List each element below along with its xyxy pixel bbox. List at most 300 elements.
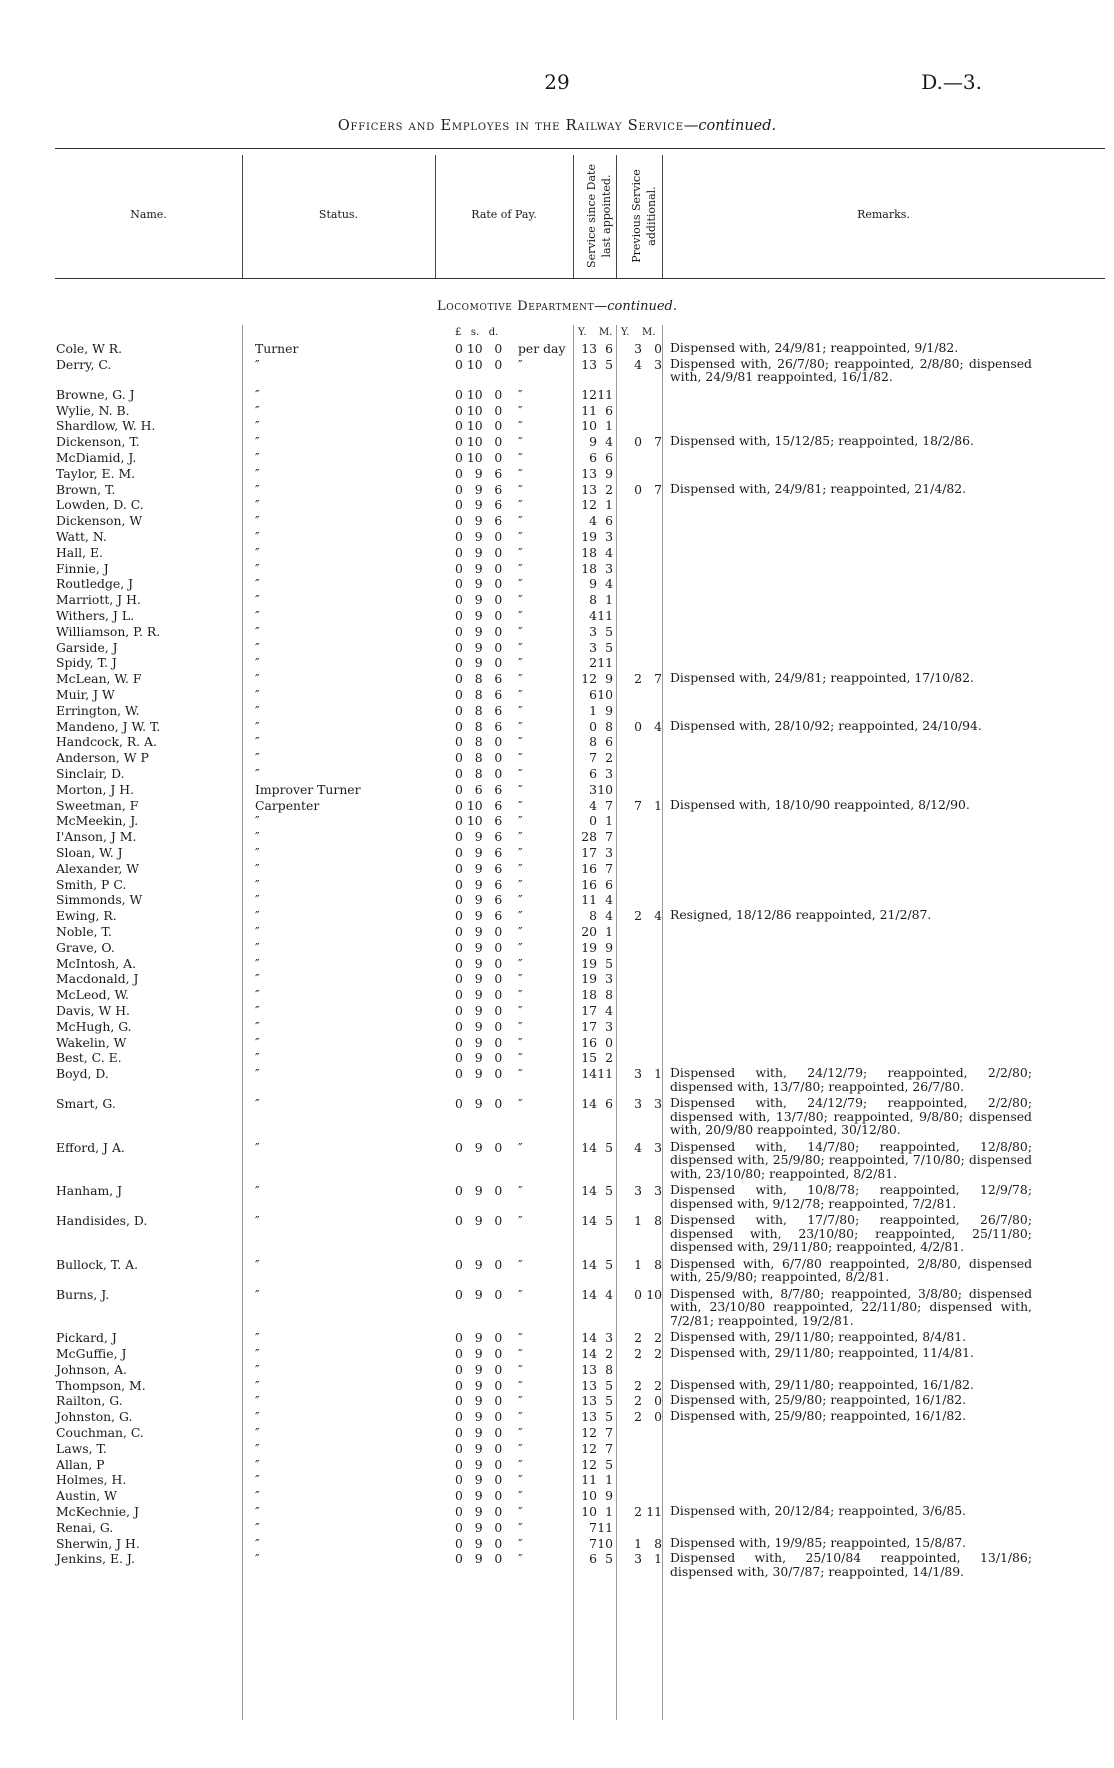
employee-status: ″	[255, 544, 260, 560]
employee-status: ″	[255, 1409, 260, 1425]
pay-unit: ″	[518, 924, 523, 939]
rate-of-pay: 0 9 0	[455, 1551, 503, 1567]
pay-unit: ″	[518, 639, 523, 655]
rate-of-pay: 0 9 0	[455, 1377, 503, 1393]
service-months: 10	[597, 1535, 613, 1551]
employee-name: Shardlow, W. H.	[56, 418, 156, 434]
employee-status: ″	[255, 450, 260, 465]
employee-status: ″	[255, 529, 260, 544]
table-row	[0, 1488, 1114, 1503]
employee-name: Alexander, W	[56, 860, 140, 876]
employee-name: Holmes, H.	[56, 1472, 127, 1488]
table-row	[0, 1330, 1114, 1345]
previous-months: 4	[654, 908, 662, 924]
header-previous-service	[629, 157, 658, 275]
employee-status: ″	[255, 1456, 260, 1472]
rate-of-pay: 0 9 0	[455, 592, 503, 608]
rate-of-pay: 0 9 0	[455, 939, 503, 955]
table-row	[0, 1065, 1114, 1094]
table-row	[0, 908, 1114, 923]
pay-unit: ″	[518, 1003, 523, 1018]
pay-unit: ″	[518, 845, 523, 860]
remarks: Dispensed with, 20/12/84; reappointed, 3/6/85.	[670, 1503, 967, 1518]
pay-unit: per day	[518, 341, 566, 356]
pay-unit: ″	[518, 560, 523, 576]
service-months: 5	[605, 1409, 613, 1425]
rate-of-pay: 0 9 6	[455, 876, 503, 892]
service-months: 3	[605, 560, 613, 576]
previous-years: 2	[634, 671, 642, 687]
pay-unit: ″	[518, 1096, 523, 1112]
service-months: 11	[597, 608, 613, 623]
employee-status: ″	[255, 1213, 260, 1229]
service-months: 5	[605, 955, 613, 971]
rate-of-pay: 0 10 6	[455, 797, 503, 813]
service-months: 5	[605, 639, 613, 655]
pay-unit: ″	[518, 1456, 523, 1472]
rate-of-pay: 0 8 0	[455, 750, 503, 766]
service-years: 13	[581, 341, 597, 356]
employee-name: Withers, J L.	[56, 608, 135, 623]
previous-years: 0	[634, 481, 642, 497]
employee-name: Watt, N.	[56, 529, 107, 544]
previous-months: 8	[654, 1535, 662, 1551]
employee-status: ″	[255, 356, 260, 372]
pay-unit: ″	[518, 356, 523, 372]
previous-months: 11	[646, 1504, 662, 1519]
table-row	[0, 434, 1114, 449]
rate-of-pay: 0 9 0	[455, 1456, 503, 1472]
service-years: 14	[581, 1330, 597, 1346]
pay-unit: ″	[518, 813, 523, 829]
table-row	[0, 782, 1114, 797]
remarks: Dispensed with, 14/7/80; reappointed, 12/8/80; dispensed with, 25/9/80; reappointed, 7/10/80; dispensed with, 23/10/80; reappointed, 8/2/81.	[670, 1138, 1032, 1181]
service-months: 2	[605, 1050, 613, 1066]
employee-name: Dickenson, W	[56, 513, 143, 529]
employee-status: ″	[255, 592, 260, 608]
employee-name: Williamson, P. R.	[56, 623, 161, 639]
document-reference: D.—3.	[921, 70, 982, 94]
rate-of-pay: 0 10 6	[455, 813, 503, 829]
employee-status: ″	[255, 1050, 260, 1066]
rate-of-pay: 0 9 0	[455, 1003, 503, 1018]
pay-unit: ″	[518, 434, 523, 450]
employee-name: Browne, G. J	[56, 386, 135, 402]
employee-status: ″	[255, 1393, 260, 1409]
table-row	[0, 450, 1114, 465]
employee-name: Pickard, J	[56, 1330, 117, 1346]
previous-months: 7	[654, 481, 662, 497]
service-years: 14	[581, 1183, 597, 1199]
pay-unit: ″	[518, 687, 523, 702]
employee-name: Muir, J W	[56, 687, 115, 702]
service-years: 18	[581, 560, 597, 576]
remarks: Dispensed with, 28/10/92; reappointed, 24/10/94.	[670, 717, 982, 733]
rate-of-pay: 0 9 0	[455, 1096, 503, 1112]
table-row	[0, 387, 1114, 402]
service-months: 5	[605, 1456, 613, 1472]
service-months: 4	[605, 434, 613, 450]
previous-years: 1	[634, 1256, 642, 1272]
header-service-since-text: Service since Date last appointed.	[585, 164, 613, 268]
service-months: 0	[605, 1034, 613, 1050]
rate-of-pay: 0 9 0	[455, 971, 503, 987]
table-row	[0, 734, 1114, 749]
employee-name: McLean, W. F	[56, 671, 142, 687]
pay-unit: ″	[518, 402, 523, 418]
service-months: 3	[605, 529, 613, 544]
remarks: Dispensed with, 6/7/80 reappointed, 2/8/80, dispensed with, 25/9/80; reappointed, 8/2/81.	[670, 1255, 1032, 1285]
employee-name: McMeekin, J.	[56, 813, 139, 829]
employee-name: Couchman, C.	[56, 1425, 144, 1440]
service-years: 11	[581, 892, 597, 908]
service-years: 8	[589, 734, 597, 750]
rate-of-pay: 0 9 6	[455, 892, 503, 908]
rate-of-pay: 0 9 0	[455, 1519, 503, 1535]
employee-name: Handisides, D.	[56, 1213, 148, 1229]
pay-unit: ″	[518, 1440, 523, 1456]
service-months: 2	[605, 750, 613, 766]
section-heading	[0, 299, 1114, 314]
service-years: 9	[589, 576, 597, 592]
remarks: Dispensed with, 17/7/80; reappointed, 26/7/80; dispensed with, 23/10/80; reappointed, 25/11/80; dispensed with, 29/11/80; reappointed, 4/2/81.	[670, 1212, 1032, 1255]
service-years: 14	[581, 1213, 597, 1229]
service-months: 9	[605, 702, 613, 718]
service-years: 13	[581, 481, 597, 497]
remarks: Dispensed with, 10/8/78; reappointed, 12/9/78; dispensed with, 9/12/78; reappointed, 7/2/81.	[670, 1182, 1032, 1211]
table-row	[0, 1362, 1114, 1377]
rate-of-pay: 0 9 0	[455, 955, 503, 971]
pay-unit: ″	[518, 592, 523, 608]
pay-unit: ″	[518, 702, 523, 718]
table-row	[0, 482, 1114, 497]
service-years: 11	[581, 1472, 597, 1488]
employee-name: Finnie, J	[56, 560, 109, 576]
remarks: Dispensed with, 8/7/80; reappointed, 3/8/80; dispensed with, 23/10/80 reappointed, 22/11/80; dispensed with, 7/2/81; reappointed, 19/2/81.	[670, 1285, 1032, 1328]
pay-unit: ″	[518, 1519, 523, 1535]
employee-name: Davis, W H.	[56, 1003, 130, 1018]
previous-years: 0	[634, 434, 642, 450]
pay-unit: ″	[518, 418, 523, 434]
service-years: 16	[581, 860, 597, 876]
employee-status: ″	[255, 576, 260, 592]
table-row	[0, 687, 1114, 702]
pay-unit: ″	[518, 939, 523, 955]
service-months: 9	[605, 939, 613, 955]
rate-of-pay: 0 9 6	[455, 845, 503, 860]
employee-status: ″	[255, 955, 260, 971]
employee-status: ″	[255, 1425, 260, 1440]
service-months: 11	[597, 386, 613, 402]
employee-status: ″	[255, 1519, 260, 1535]
pay-unit: ″	[518, 450, 523, 465]
employee-name: McKechnie, J	[56, 1504, 139, 1519]
employee-name: Brown, T.	[56, 481, 116, 497]
service-months: 5	[605, 1139, 613, 1155]
pay-unit: ″	[518, 544, 523, 560]
table-row	[0, 497, 1114, 512]
employee-name: Jenkins, E. J.	[56, 1551, 135, 1567]
pay-unit: ″	[518, 529, 523, 544]
service-months: 3	[605, 1330, 613, 1346]
previous-months: 2	[654, 1346, 662, 1361]
employee-status: Improver Turner	[255, 781, 361, 797]
rate-of-pay: 0 9 0	[455, 1066, 503, 1082]
rate-of-pay: 0 9 0	[455, 529, 503, 544]
table-row	[0, 640, 1114, 655]
rate-of-pay: 0 9 0	[455, 1488, 503, 1504]
service-months: 11	[597, 1519, 613, 1535]
service-months: 1	[605, 1472, 613, 1488]
rate-of-pay: 0 9 0	[455, 1504, 503, 1519]
service-years: 3	[589, 781, 597, 797]
pay-unit: ″	[518, 1361, 523, 1377]
table-row	[0, 956, 1114, 971]
service-months: 9	[605, 465, 613, 481]
employee-status: ″	[255, 892, 260, 908]
remarks: Dispensed with, 29/11/80; reappointed, 16/1/82.	[670, 1376, 974, 1392]
pay-unit: ″	[518, 1488, 523, 1504]
rate-of-pay: 0 9 0	[455, 1286, 503, 1302]
rate-of-pay: 0 8 6	[455, 718, 503, 734]
table-row	[0, 703, 1114, 718]
rate-of-pay: 0 9 0	[455, 655, 503, 671]
service-months: 8	[605, 718, 613, 734]
title-main: Officers and Employes in the Railway Service	[337, 118, 684, 134]
units-currency: £ s. d.	[455, 327, 499, 338]
header-name: Name.	[130, 208, 167, 221]
rate-of-pay: 0 10 0	[455, 386, 503, 402]
employee-status: ″	[255, 766, 260, 781]
previous-months: 0	[654, 1409, 662, 1425]
rate-of-pay: 0 9 0	[455, 1409, 503, 1425]
employee-name: Taylor, E. M.	[56, 465, 136, 481]
employee-status: ″	[255, 560, 260, 576]
service-years: 17	[581, 1003, 597, 1018]
rate-of-pay: 0 9 0	[455, 1361, 503, 1377]
rate-of-pay: 0 9 0	[455, 544, 503, 560]
rate-of-pay: 0 9 0	[455, 623, 503, 639]
employee-name: Marriott, J H.	[56, 592, 141, 608]
service-months: 3	[605, 766, 613, 781]
employee-name: Derry, C.	[56, 356, 112, 372]
employee-status: ″	[255, 434, 260, 450]
employee-name: Best, C. E.	[56, 1050, 122, 1066]
table-row	[0, 1457, 1114, 1472]
rate-of-pay: 0 10 0	[455, 418, 503, 434]
units-previous-years: Y.	[621, 327, 630, 338]
employee-status: ″	[255, 1551, 260, 1567]
rate-of-pay: 0 9 0	[455, 1425, 503, 1440]
pay-unit: ″	[518, 1066, 523, 1082]
employee-status: ″	[255, 655, 260, 671]
service-months: 3	[605, 1018, 613, 1034]
employee-status: ″	[255, 1066, 260, 1082]
service-years: 19	[581, 955, 597, 971]
employee-name: Wylie, N. B.	[56, 402, 130, 418]
employee-status: ″	[255, 845, 260, 860]
table-row	[0, 1095, 1114, 1138]
table-row	[0, 1346, 1114, 1361]
pay-unit: ″	[518, 513, 523, 529]
service-months: 2	[605, 481, 613, 497]
employee-status: ″	[255, 1535, 260, 1551]
pay-unit: ″	[518, 1050, 523, 1066]
service-months: 11	[597, 655, 613, 671]
employee-name: Anderson, W P	[56, 750, 149, 766]
employee-name: McDiamid, J.	[56, 450, 137, 465]
service-months: 6	[605, 341, 613, 356]
previous-years: 1	[634, 1535, 642, 1551]
rate-of-pay: 0 9 0	[455, 1330, 503, 1346]
service-months: 7	[605, 1425, 613, 1440]
rate-of-pay: 0 9 0	[455, 1256, 503, 1272]
section-suffix: —continued.	[594, 299, 677, 314]
rate-of-pay: 0 9 0	[455, 576, 503, 592]
service-months: 5	[605, 1213, 613, 1229]
service-years: 13	[581, 1409, 597, 1425]
header-service-since	[584, 157, 613, 275]
pay-unit: ″	[518, 766, 523, 781]
pay-unit: ″	[518, 1425, 523, 1440]
service-years: 14	[581, 1256, 597, 1272]
remarks: Dispensed with, 24/9/81; reappointed, 17/10/82.	[670, 670, 974, 686]
pay-unit: ″	[518, 781, 523, 797]
employee-status: ″	[255, 829, 260, 845]
service-months: 6	[605, 402, 613, 418]
table-row	[0, 892, 1114, 907]
remarks: Dispensed with, 26/7/80; reappointed, 2/8/80; dispensed with, 24/9/81 reappointed, 16/1/82.	[670, 355, 1032, 385]
rate-of-pay: 0 9 0	[455, 1393, 503, 1409]
service-months: 5	[605, 1551, 613, 1567]
pay-unit: ″	[518, 671, 523, 687]
previous-months: 10	[646, 1286, 662, 1302]
service-years: 8	[589, 908, 597, 924]
previous-years: 0	[634, 1286, 642, 1302]
employee-name: Routledge, J	[56, 576, 134, 592]
table-row	[0, 813, 1114, 828]
employee-status: ″	[255, 418, 260, 434]
service-months: 4	[605, 576, 613, 592]
previous-months: 3	[654, 1139, 662, 1155]
employee-status: ″	[255, 1256, 260, 1272]
employee-name: I'Anson, J M.	[56, 829, 137, 845]
service-months: 5	[605, 1393, 613, 1409]
employee-status: ″	[255, 1034, 260, 1050]
rate-of-pay: 0 9 0	[455, 639, 503, 655]
employee-status: ″	[255, 987, 260, 1003]
service-months: 6	[605, 1096, 613, 1112]
table-row	[0, 1212, 1114, 1255]
service-years: 14	[581, 1066, 597, 1082]
rate-of-pay: 0 9 0	[455, 1034, 503, 1050]
rate-of-pay: 0 8 0	[455, 766, 503, 781]
previous-months: 7	[654, 434, 662, 450]
service-months: 1	[605, 813, 613, 829]
units-service-months: M.	[599, 327, 613, 338]
service-years: 13	[581, 1377, 597, 1393]
employee-status: ″	[255, 1018, 260, 1034]
units-previous-months: M.	[642, 327, 656, 338]
service-months: 5	[605, 1256, 613, 1272]
service-months: 8	[605, 987, 613, 1003]
employee-name: Bullock, T. A.	[56, 1256, 139, 1272]
service-months: 9	[605, 1488, 613, 1504]
employee-status: ″	[255, 639, 260, 655]
previous-years: 2	[634, 1504, 642, 1519]
service-years: 13	[581, 1393, 597, 1409]
employee-name: Mandeno, J W. T.	[56, 718, 161, 734]
service-years: 0	[589, 718, 597, 734]
table-row	[0, 1050, 1114, 1065]
employee-name: Cole, W R.	[56, 341, 123, 356]
employee-status: ″	[255, 1183, 260, 1199]
service-months: 2	[605, 1346, 613, 1361]
page-number: 29	[544, 70, 570, 94]
remarks: Dispensed with, 15/12/85; reappointed, 18/2/86.	[670, 433, 974, 449]
previous-months: 3	[654, 1096, 662, 1112]
employee-status: ″	[255, 971, 260, 987]
previous-months: 8	[654, 1213, 662, 1229]
rate-of-pay: 0 9 0	[455, 924, 503, 939]
pay-unit: ″	[518, 734, 523, 750]
remarks: Dispensed with, 24/12/79; reappointed, 2/2/80; dispensed with, 13/7/80; reappointed, 9/8/80; dispensed with, 20/9/80 reappointed, 30/12/80.	[670, 1095, 1032, 1138]
table-row	[0, 341, 1114, 356]
service-years: 0	[589, 813, 597, 829]
employee-status: ″	[255, 687, 260, 702]
service-years: 2	[589, 655, 597, 671]
employee-name: Garside, J	[56, 639, 118, 655]
employee-status: ″	[255, 608, 260, 623]
employee-status: ″	[255, 1003, 260, 1018]
employee-name: Spidy, T. J	[56, 655, 117, 671]
rate-of-pay: 0 10 0	[455, 402, 503, 418]
service-years: 7	[589, 1519, 597, 1535]
service-years: 28	[581, 829, 597, 845]
remarks: Dispensed with, 29/11/80; reappointed, 11/4/81.	[670, 1345, 974, 1360]
rate-of-pay: 0 9 0	[455, 987, 503, 1003]
table-row	[0, 403, 1114, 418]
service-years: 4	[589, 608, 597, 623]
employee-name: Wakelin, W	[56, 1034, 127, 1050]
employee-name: Austin, W	[56, 1488, 117, 1504]
service-months: 7	[605, 1440, 613, 1456]
service-months: 3	[605, 845, 613, 860]
service-years: 8	[589, 592, 597, 608]
previous-years: 2	[634, 1409, 642, 1425]
pay-unit: ″	[518, 1213, 523, 1229]
rate-of-pay: 0 10 0	[455, 434, 503, 450]
table-row	[0, 845, 1114, 860]
service-years: 12	[581, 497, 597, 513]
rate-of-pay: 0 9 0	[455, 1183, 503, 1199]
rate-of-pay: 0 9 0	[455, 1139, 503, 1155]
table-row	[0, 418, 1114, 433]
employee-name: McGuffie, J	[56, 1346, 127, 1361]
table-row	[0, 1255, 1114, 1285]
previous-months: 0	[654, 341, 662, 356]
employee-name: Thompson, M.	[56, 1377, 146, 1393]
pay-unit: ″	[518, 955, 523, 971]
pay-unit: ″	[518, 1377, 523, 1393]
table-row	[0, 798, 1114, 813]
table-row	[0, 355, 1114, 385]
employee-status: ″	[255, 1504, 260, 1519]
service-months: 4	[605, 1003, 613, 1018]
service-years: 6	[589, 450, 597, 465]
previous-years: 3	[634, 1066, 642, 1082]
service-years: 18	[581, 987, 597, 1003]
